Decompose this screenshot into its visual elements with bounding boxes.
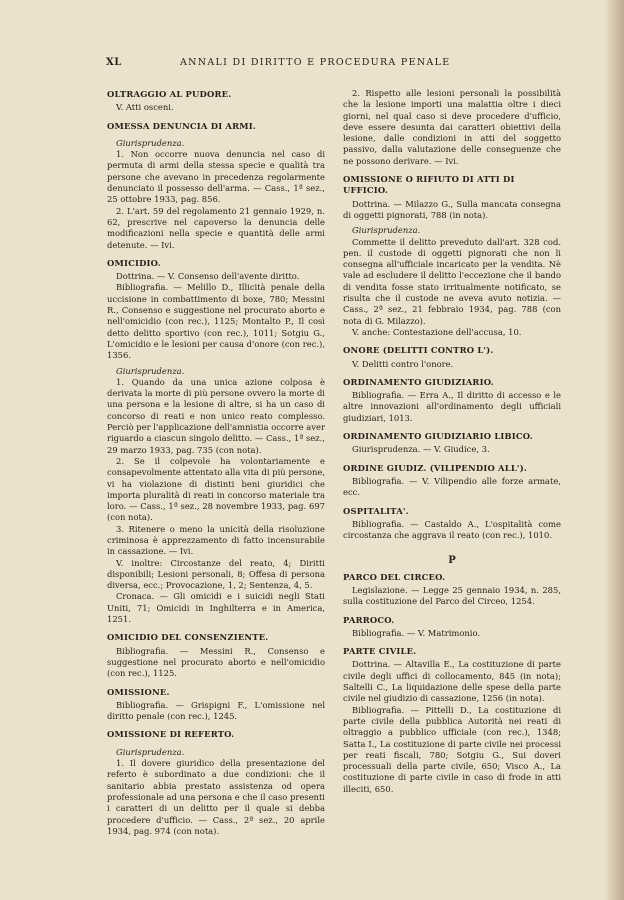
bibliography-paragraph: Bibliografia. — Grispigni F., L'omissione nel diritto penale (con rec.), 1245. bbox=[107, 699, 325, 722]
entry-heading: OMISSIONE DI REFERTO. bbox=[107, 729, 235, 740]
dottrina-line: Dottrina. — Milazzo G., Sulla mancata consegna di oggetti pignorati, 788 (in nota). bbox=[343, 198, 561, 220]
entry-heading: OMISSIONE O RIFIUTO DI ATTI DI UFFICIO. bbox=[343, 174, 515, 196]
subsection-label: Giurisprudenza. bbox=[116, 365, 185, 376]
entry-paragraph: 1. Non occorre nuova denuncia nel caso di permuta di armi della stessa specie e qualità tra persone che avevano in precedenza regolarmente denunciato il possesso dell'arma. — Cass., 1ª sez., 25 ottobre 1933, pag. 856. bbox=[107, 149, 325, 205]
entry-paragraph: Commette il delitto preveduto dall'art. 328 cod. pen. il custode di oggetti pignorati che non li consegna all'ufficiale incaricato per la vendita. Nè vale ad escludere il delitto l'eccezione che il bando di vendita fosse stato irritualmente notificato, se risulta che il custode ne aveva avuto notizia. — Cass., 2ª sez., 21 febbraio 1934, pag. 788 (con nota di G. Milazzo). bbox=[343, 236, 561, 326]
subsection-label: Giurisprudenza. bbox=[116, 137, 185, 148]
cross-reference: V. Atti osceni. bbox=[116, 102, 174, 113]
cross-reference: V. anche: Contestazione dell'accusa, 10. bbox=[352, 326, 522, 337]
entry-heading: ORDINAMENTO GIUDIZIARIO LIBICO. bbox=[343, 431, 533, 442]
entry-paragraph: 3. Ritenere o meno la unicità della risoluzione criminosa è apprezzamento di fatto incensurabile in cassazione. — Ivi. bbox=[107, 523, 325, 557]
right-column bbox=[343, 88, 561, 888]
entry-heading: OMISSIONE. bbox=[107, 686, 170, 697]
cross-reference: V. Delitti contro l'onore. bbox=[352, 358, 454, 369]
entry-heading: ORDINAMENTO GIUDIZIARIO. bbox=[343, 376, 494, 387]
legislation-paragraph: Legislazione. — Legge 25 gennaio 1934, n. 285, sulla costituzione del Parco del Circeo, 1254. bbox=[343, 584, 561, 607]
entry-heading: PARTE CIVILE. bbox=[343, 646, 417, 657]
entry-heading: OSPITALITA'. bbox=[343, 505, 409, 516]
entry-heading: PARROCO. bbox=[343, 614, 395, 625]
bibliography-paragraph: Bibliografia. — Erra A., Il diritto di accesso e le altre innovazioni all'ordinamento degli ufficiali giudiziari, 1013. bbox=[343, 390, 561, 423]
entry-paragraph: 2. Se il colpevole ha volontariamente e consapevolmente attentato alla vita di più persone, vi ha violazione di distinti beni giuridici che importa pluralità di reati in concorso materiale tra loro. — Cass., 1ª sez., 28 novembre 1933, pag. 697 (con nota). bbox=[107, 455, 325, 523]
dottrina-line: Dottrina. — V. Consenso dell'avente diritto. bbox=[116, 271, 300, 282]
entry-heading: OMESSA DENUNCIA DI ARMI. bbox=[107, 120, 256, 131]
left-column bbox=[107, 88, 325, 888]
subsection-label: Giurisprudenza. bbox=[116, 746, 185, 757]
page-number: XL bbox=[106, 57, 122, 68]
entry-paragraph: 2. Rispetto alle lesioni personali la possibilità che la lesione importi una malattia oltre i dieci giorni, nel qual caso si deve procedere d'ufficio, deve essere desunta dai caratteri obiettivi della lesione, dalle condizioni in atti del soggetto passivo, dalla valutazione delle conseguenze che ne possono derivare. — Ivi. bbox=[343, 88, 561, 166]
bibliography-paragraph: Bibliografia. — V. Vilipendio alle forze armate, ecc. bbox=[343, 475, 561, 498]
page-edge-shadow bbox=[604, 0, 624, 900]
bibliography-paragraph: Bibliografia. — Melillo D., Illicità penale della uccisione in combattimento di boxe, 780; Messini R., Consenso e suggestione nel procurato aborto e nell'omicidio (con rec.), 1125; Montalto P., Il così detto delitto sportivo (con rec.), 1011; Sotgiu G., L'omicidio e le lesioni per causa d'onore (con rec.), 1356. bbox=[107, 282, 325, 361]
bibliography-paragraph: Bibliografia. — Castaldo A., L'ospitalità come circostanza che aggrava il reato (con rec.), 1010. bbox=[343, 518, 561, 541]
entry-heading: OLTRAGGIO AL PUDORE. bbox=[107, 89, 232, 99]
dottrina-paragraph: Dottrina. — Altavilla E., La costituzione di parte civile degli uffici di collocamento, 845 (in nota); Saltelli C., La liquidazione delle spese della parte civile nel giudizio di cassazione, 1256 (in nota). bbox=[343, 659, 561, 704]
bibliography-paragraph: Bibliografia. — Pittelli D., La costituzione di parte civile della pubblica Autorità nei reati di oltraggio a pubblico ufficiale (con rec.), 1348; Satta I., La costituzione di parte civile nei processi per reati fiscali, 780; Sotgiu G., Sui doveri processuali della parte civile, 650; Visco A., La costituzione di parte civile in caso di frode in atti illeciti, 650. bbox=[343, 704, 561, 794]
cronaca-paragraph: Cronaca. — Gli omicidi e i suicidi negli Stati Uniti, 71; Omicidi in Inghilterra e in America, 1251. bbox=[107, 591, 325, 625]
running-header bbox=[106, 57, 512, 73]
running-title: ANNALI DI DIRITTO E PROCEDURA PENALE bbox=[180, 57, 451, 68]
entry-paragraph: 2. L'art. 59 del regolamento 21 gennaio 1929, n. 62, prescrive nel capoverso la denuncia delle modificazioni nella specie e quantità delle armi detenute. — Ivi. bbox=[107, 205, 325, 250]
entry-paragraph: 1. Quando da una unica azione colposa è derivata la morte di più persone ovvero la morte di una persona e la lesione di altre, si ha un caso di concorso di reati e non unico reato complesso. Perciò per l'applicazione dell'amnistia occorre aver riguardo a ciascun singolo delitto. — Cass., 1ª sez., 29 marzo 1933, pag. 735 (con nota). bbox=[107, 376, 325, 455]
bibliography-paragraph: Bibliografia. — Messini R., Consenso e suggestione nel procurato aborto e nell'omicidio (con rec.), 1125. bbox=[107, 645, 325, 679]
entry-heading: OMICIDIO. bbox=[107, 257, 161, 268]
section-letter: P bbox=[448, 555, 456, 567]
cross-reference: V. inoltre: Circostanze del reato, 4; Diritti disponibili; Lesioni personali, 8; Offesa di persona diversa, ecc.; Provocazione, 1, 2; Sentenza, 4, 5. bbox=[107, 557, 325, 591]
entry-heading: ORDINE GIUDIZ. (VILIPENDIO ALL'). bbox=[343, 462, 527, 473]
entry-heading: PARCO DEL CIRCEO. bbox=[343, 571, 446, 582]
entry-heading: OMICIDIO DEL CONSENZIENTE. bbox=[107, 632, 269, 643]
entry-heading: ONORE (DELITTI CONTRO L'). bbox=[343, 345, 494, 356]
bibliography-paragraph: Bibliografia. — V. Matrimonio. bbox=[352, 627, 481, 638]
entry-paragraph: 1. Il dovere giuridico della presentazione del referto è subordinato a due condizioni: che il sanitario abbia prestato assistenza od opera professionale ad una persona e che il caso presenti i caratteri di un delitto per il quale si debba procedere d'ufficio. — Cass., 2ª sez., 20 aprile 1934, pag. 974 (con nota). bbox=[107, 758, 325, 836]
subsection-label: Giurisprudenza. — V. Giudice, 3. bbox=[352, 444, 490, 455]
subsection-label: Giurisprudenza. bbox=[352, 225, 421, 236]
